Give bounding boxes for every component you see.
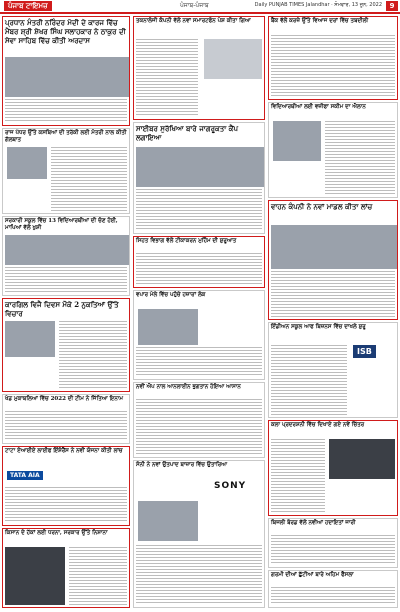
story-headline: ਖੇਡ ਮੁਕਾਬਲਿਆਂ ਵਿੱਚ 2022 ਦੀ ਟੀਮ ਨੇ ਜਿੱਤਿਆ ਇਨਾਮ xyxy=(5,396,124,402)
story xyxy=(2,128,130,214)
story-body xyxy=(5,99,127,123)
story-headline: ਬਿਜਲੀ ਬੋਰਡ ਵੱਲੋਂ ਨਵੀਆਂ ਹਦਾਇਤਾਂ ਜਾਰੀ xyxy=(271,520,356,526)
story-photo xyxy=(5,235,129,265)
story-headline: ਪ੍ਰਧਾਨ ਮੰਤਰੀ ਨਰਿੰਦਰ ਮੋਦੀ ਦੇ ਕਾਰਜ ਵਿੱਚ ਮੈਂਬਰ ਸ਼੍ਰੀ ਸ਼ੇਖਰ ਸਿੰਘ ਸਲਾਹਕਾਰ ਨੇ ਠਾਕੁਰ ਦੀ ਸੇਵਾ ਸਾਹਿਬ ਵਿੱਚ ਕੀਤੀ ਅਰਦਾਸ xyxy=(5,18,126,45)
story xyxy=(2,216,130,296)
story xyxy=(133,290,265,380)
story-body xyxy=(136,399,262,455)
story-body xyxy=(5,487,127,523)
newspaper-logo: ਪੰਜਾਬ ਟਾਇਮਜ਼ xyxy=(4,1,52,11)
story-body xyxy=(136,347,262,377)
story-photo xyxy=(5,321,55,357)
story-headline: ਸਿਹਤ ਵਿਭਾਗ ਵੱਲੋਂ ਟੀਕਾਕਰਨ ਮੁਹਿੰਮ ਦੀ ਸ਼ੁਰੂਆਤ xyxy=(136,238,237,244)
story-headline: ਗਰਮੀ ਦੀਆਂ ਛੁੱਟੀਆਂ ਬਾਰੇ ਅਹਿਮ ਫੈਸਲਾ xyxy=(271,572,354,578)
story-headline: ਸਾਈਬਰ ਸੁਰੱਖਿਆ ਬਾਰੇ ਜਾਗਰੂਕਤਾ ਕੈਂਪ ਲਗਾਇਆ xyxy=(136,124,238,142)
story-body xyxy=(5,411,127,441)
page-number: 9 xyxy=(386,1,398,11)
story-photo xyxy=(273,121,321,161)
story xyxy=(133,236,265,288)
story-headline: ਕਲਾ ਪ੍ਰਦਰਸ਼ਨੀ ਵਿੱਚ ਦਿਖਾਏ ਗਏ ਨਵੇਂ ਚਿੱਤਰ xyxy=(271,422,365,428)
masthead xyxy=(0,0,400,14)
section-name: ਪੰਜਾਬ-ਪੰਜਾਬ xyxy=(180,2,209,9)
story-headline: ਟਾਟਾ ਏਆਈਏ ਲਾਈਫ ਇੰਸ਼ੋਰੈਂਸ ਨੇ ਨਵੀਂ ਯੋਜਨਾ ਕੀਤੀ ਲਾਂਚ xyxy=(5,448,123,454)
story-photo xyxy=(5,547,65,605)
story xyxy=(133,122,265,234)
story-headline: ਤਕਨਾਲੋਜੀ ਕੰਪਨੀ ਵੱਲੋਂ ਨਵਾਂ ਸਮਾਰਟਫੋਨ ਪੇਸ਼ ਕੀਤਾ ਗਿਆ xyxy=(136,18,251,24)
date-line: Daily PUNJAB TIMES Jalandhar · ਸੋਮਵਾਰ, 13 ਜੂਨ, 2022 xyxy=(254,2,382,8)
story-photo xyxy=(138,309,198,345)
story-body xyxy=(136,39,198,117)
story xyxy=(133,16,265,120)
story-headline: ਇੰਡੀਅਨ ਸਕੂਲ ਆਫ ਬਿਜ਼ਨਸ ਵਿੱਚ ਦਾਖਲੇ ਸ਼ੁਰੂ xyxy=(271,324,366,330)
story xyxy=(268,102,398,198)
story xyxy=(133,382,265,458)
story xyxy=(268,570,398,608)
story xyxy=(2,528,130,608)
story-body xyxy=(59,321,127,389)
story-photo xyxy=(136,147,264,187)
story-headline: ਵਪਾਰ ਮੇਲੇ ਵਿੱਚ ਪਹੁੰਚੇ ਹਜ਼ਾਰਾਂ ਲੋਕ xyxy=(136,292,206,298)
story xyxy=(268,16,398,100)
tata-logo: TATA AIA xyxy=(7,471,43,480)
story-body xyxy=(271,535,395,565)
isb-logo: ISB xyxy=(353,345,376,358)
story-photo xyxy=(271,225,397,269)
story-body xyxy=(325,121,395,195)
story-headline: ਸੋਨੀ ਨੇ ਨਵਾਂ ਉਤਪਾਦ ਬਾਜ਼ਾਰ ਵਿੱਚ ਉਤਾਰਿਆ xyxy=(136,462,228,468)
story-body xyxy=(51,147,127,211)
story-headline: ਵਾਹਨ ਕੰਪਨੀ ਨੇ ਨਵਾਂ ਮਾਡਲ ਕੀਤਾ ਲਾਂਚ xyxy=(271,202,373,211)
story xyxy=(268,200,398,320)
story-body xyxy=(271,271,395,317)
story-photo xyxy=(5,57,129,97)
story-headline: ਨਵੀਂ ਐਪ ਨਾਲ ਆਨਲਾਈਨ ਭੁਗਤਾਨ ਹੋਇਆ ਆਸਾਨ xyxy=(136,384,241,390)
story-headline: ਸਰਕਾਰੀ ਸਕੂਲ ਵਿੱਚ 13 ਵਿਦਿਆਰਥੀਆਂ ਦੀ ਚੋਣ ਹੋਈ, ਮਾਪਿਆਂ ਵੱਲੋਂ ਖੁਸ਼ੀ xyxy=(5,218,118,231)
story xyxy=(268,518,398,568)
story-body xyxy=(5,267,127,293)
story-photo xyxy=(329,439,395,479)
story xyxy=(2,394,130,444)
story xyxy=(2,446,130,526)
story-body xyxy=(136,545,262,605)
story-body xyxy=(69,547,127,605)
story-headline: ਕਾਰਗਿਲ ਵਿਜੈ ਦਿਵਸ ਮੌਕੇ 2 ਨੁਕਤਿਆਂ ਉੱਤੇ ਵਿਚਾਰ xyxy=(5,300,119,318)
story xyxy=(2,298,130,392)
story-headline: ਰਾਜ ਪੱਧਰ ਉੱਤੇ ਕਸਬਿਆਂ ਦੀ ਤਰੱਕੀ ਲਈ ਮੰਤਰੀ ਨਾਲ ਕੀਤੀ ਗੱਲਬਾਤ xyxy=(5,130,127,143)
story-body xyxy=(271,345,347,415)
story-headline: ਬੈਂਕ ਵੱਲੋਂ ਕਰਜ਼ੇ ਉੱਤੇ ਵਿਆਜ ਦਰਾਂ ਵਿੱਚ ਤਬਦੀਲੀ xyxy=(271,18,369,24)
sony-logo: SONY xyxy=(214,481,247,491)
story-body xyxy=(136,253,262,285)
story xyxy=(133,460,265,608)
story xyxy=(268,420,398,516)
story-photo xyxy=(7,147,47,179)
story-headline: ਕਿਸਾਨ ਦੇ ਹੱਕਾਂ ਲਈ ਧਰਨਾ, ਸਰਕਾਰ ਉੱਤੇ ਨਿਸ਼ਾਨਾ xyxy=(5,530,108,536)
story-photo xyxy=(138,501,198,541)
story-body xyxy=(271,439,325,513)
story-body xyxy=(271,35,395,97)
story-lead xyxy=(2,16,130,126)
story-headline: ਵਿਦਿਆਰਥੀਆਂ ਲਈ ਵਜ਼ੀਫਾ ਸਕੀਮ ਦਾ ਐਲਾਨ xyxy=(271,104,366,110)
story-body xyxy=(271,587,395,605)
story xyxy=(268,322,398,418)
story-photo xyxy=(204,39,262,79)
story-body xyxy=(136,189,262,231)
